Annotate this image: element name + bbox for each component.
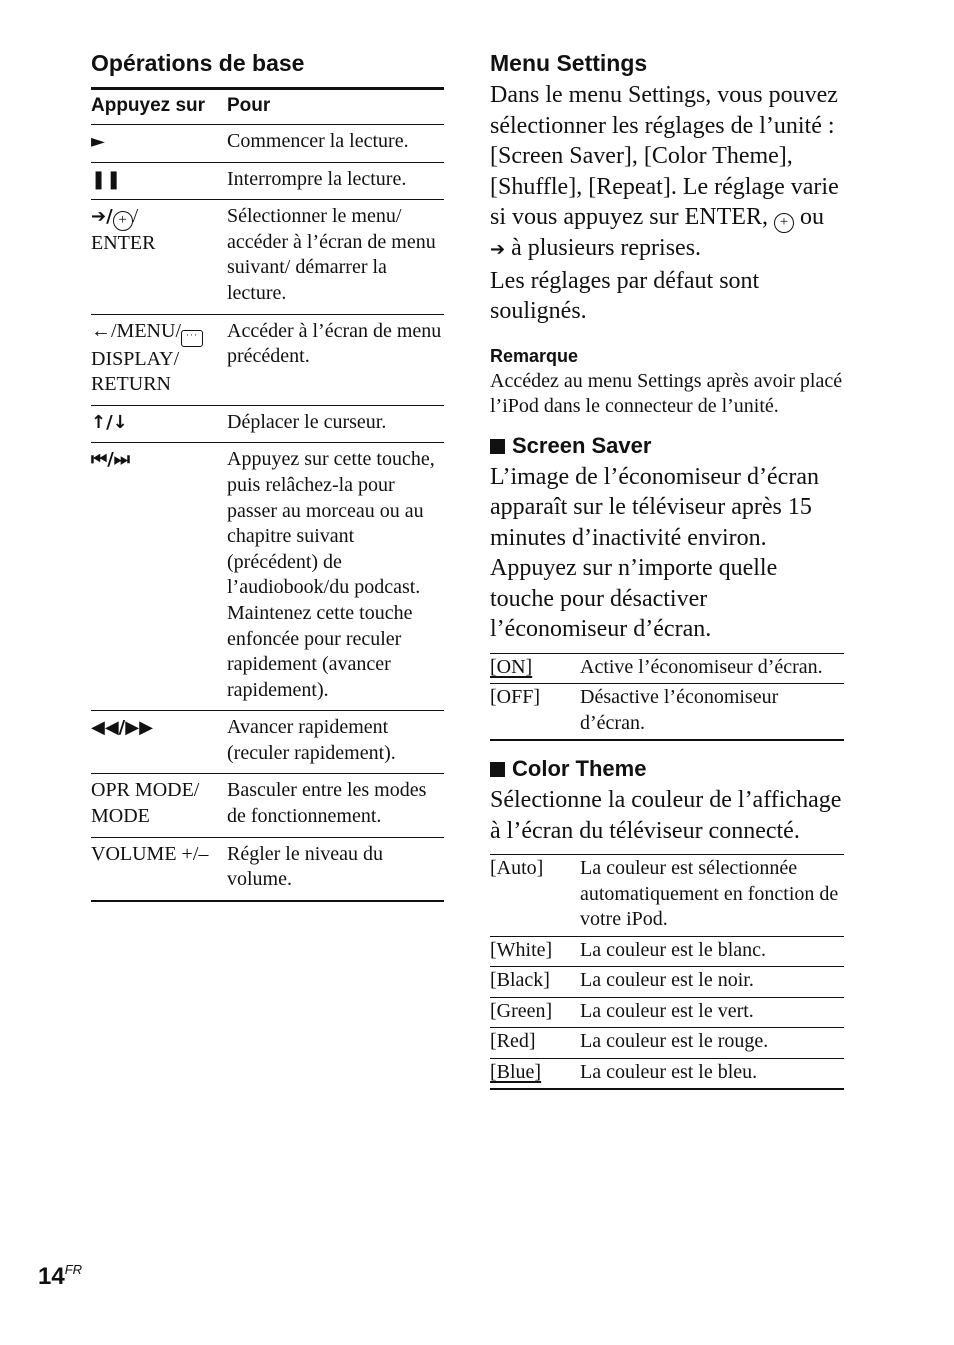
color-theme-heading: Color Theme [490, 755, 844, 783]
right-arrow-icon: ➔/ [91, 206, 113, 228]
table-row [490, 855, 844, 937]
key-label-volume: VOLUME +/– [91, 842, 209, 865]
page-suffix: FR [64, 1262, 83, 1277]
up-down-arrow-icon: ↑/↓ [91, 411, 128, 433]
option-desc: La couleur est le bleu. [580, 1060, 758, 1083]
screen-saver-heading: Screen Saver [490, 432, 844, 460]
option-label: [Green] [490, 999, 553, 1022]
square-bullet-icon [490, 439, 505, 454]
section-title-basic-operations: Opérations de base [91, 50, 305, 76]
option-label: [ON] [490, 655, 533, 678]
row-action: Commencer la lecture. [227, 125, 444, 163]
intro-paragraph: Dans le menu Settings, vous pouvez sélectionner les réglages de l’unité : [Screen Saver], [Color Theme], [Shuffle], [Repeat]. Le réglage varie si vous appuyez sur ENTER, + ou ➔ à plusieurs reprises. [490, 82, 839, 261]
table-row [490, 1058, 844, 1089]
option-desc: Active l’économiseur d’écran. [580, 653, 844, 684]
operations-table [91, 87, 444, 902]
left-column [91, 46, 444, 902]
table-row [91, 711, 444, 774]
row-action: Sélectionner le menu/ accéder à l’écran de menu suivant/ démarrer la lecture. [227, 200, 444, 314]
table-header-row [91, 89, 444, 125]
row-action: Déplacer le curseur. [227, 405, 444, 443]
table-row [490, 967, 844, 998]
play-icon: ► [91, 131, 105, 152]
screen-saver-text: L’image de l’économiseur d’écran apparaît sur le téléviseur après 15 minutes d’inactivité environ. Appuyez sur n’importe quelle touche pour désactiver l’économiseur d’écran. [490, 463, 819, 642]
header-action: Pour [227, 89, 444, 125]
color-theme-text: Sélectionne la couleur de l’affichage à l’écran du téléviseur connecté. [490, 787, 842, 844]
pause-icon: ❚❚ [91, 168, 122, 190]
table-row [91, 443, 444, 711]
table-row [490, 997, 844, 1028]
right-column [490, 46, 844, 1090]
right-arrow-icon: ➔ [490, 239, 506, 260]
option-desc: La couleur est le rouge. [580, 1028, 844, 1059]
key-separator: / [132, 205, 139, 228]
key-label-enter: ENTER [91, 232, 156, 255]
table-row [91, 125, 444, 163]
key-label-display-return: DISPLAY/ RETURN [91, 347, 180, 396]
option-label: [Red] [490, 1030, 536, 1052]
screen-saver-options-table [490, 653, 844, 742]
option-desc: La couleur est sélectionnée automatiquement en fonction de votre iPod. [580, 855, 844, 937]
note-text: Accédez au menu Settings après avoir placé l’iPod dans le connecteur de l’unité. [490, 369, 843, 417]
section-title-menu-settings: Menu Settings [490, 50, 648, 76]
plus-circle-icon: + [774, 213, 794, 233]
table-row [91, 837, 444, 901]
table-row [91, 200, 444, 314]
option-desc: La couleur est le blanc. [580, 936, 844, 967]
option-label: [White] [490, 938, 553, 961]
prev-next-track-icon: ⏮/⏭ [91, 449, 130, 471]
table-row [490, 1028, 844, 1059]
header-key: Appuyez sur [91, 89, 227, 125]
table-row [91, 774, 444, 837]
key-label-opr-mode: OPR MODE/ MODE [91, 774, 227, 837]
option-desc: Désactive l’économiseur d’écran. [580, 686, 779, 734]
row-action: Accéder à l’écran de menu précédent. [227, 314, 444, 405]
row-action: Régler le niveau du volume. [227, 842, 384, 891]
square-bullet-icon [490, 762, 505, 777]
row-action: Appuyez sur cette touche, puis relâchez-la pour passer au morceau ou au chapitre suivant (précédent) de l’audiobook/du podcast. [227, 448, 435, 599]
defaults-note: Les réglages par défaut sont soulignés. [490, 267, 760, 324]
option-label: [Blue] [490, 1060, 542, 1083]
row-action-extra: Maintenez cette touche enfoncée pour reculer rapidement (avancer rapidement). [227, 601, 413, 701]
row-action: Avancer rapidement (reculer rapidement). [227, 711, 444, 774]
page-number: $14^{FR}$ [38, 1262, 83, 1290]
option-desc: La couleur est le noir. [580, 967, 844, 998]
table-row [490, 936, 844, 967]
display-icon: ··· [181, 330, 203, 347]
color-theme-options-table [490, 854, 844, 1090]
option-label: [OFF] [490, 686, 541, 708]
option-desc: La couleur est le vert. [580, 997, 844, 1028]
table-row [91, 405, 444, 443]
note-title: Remarque [490, 345, 579, 366]
table-row [91, 162, 444, 200]
plus-circle-icon: + [113, 211, 133, 231]
option-label: [Auto] [490, 857, 544, 879]
left-arrow-menu-label: ←/MENU/ [91, 319, 181, 342]
row-action: Basculer entre les modes de fonctionnement. [227, 774, 444, 837]
row-action: Interrompre la lecture. [227, 162, 444, 200]
rewind-fast-forward-icon: ◀◀/▶▶ [91, 717, 153, 739]
option-label: [Black] [490, 969, 550, 991]
table-row [490, 684, 844, 741]
table-row [490, 653, 844, 684]
table-row [91, 314, 444, 405]
